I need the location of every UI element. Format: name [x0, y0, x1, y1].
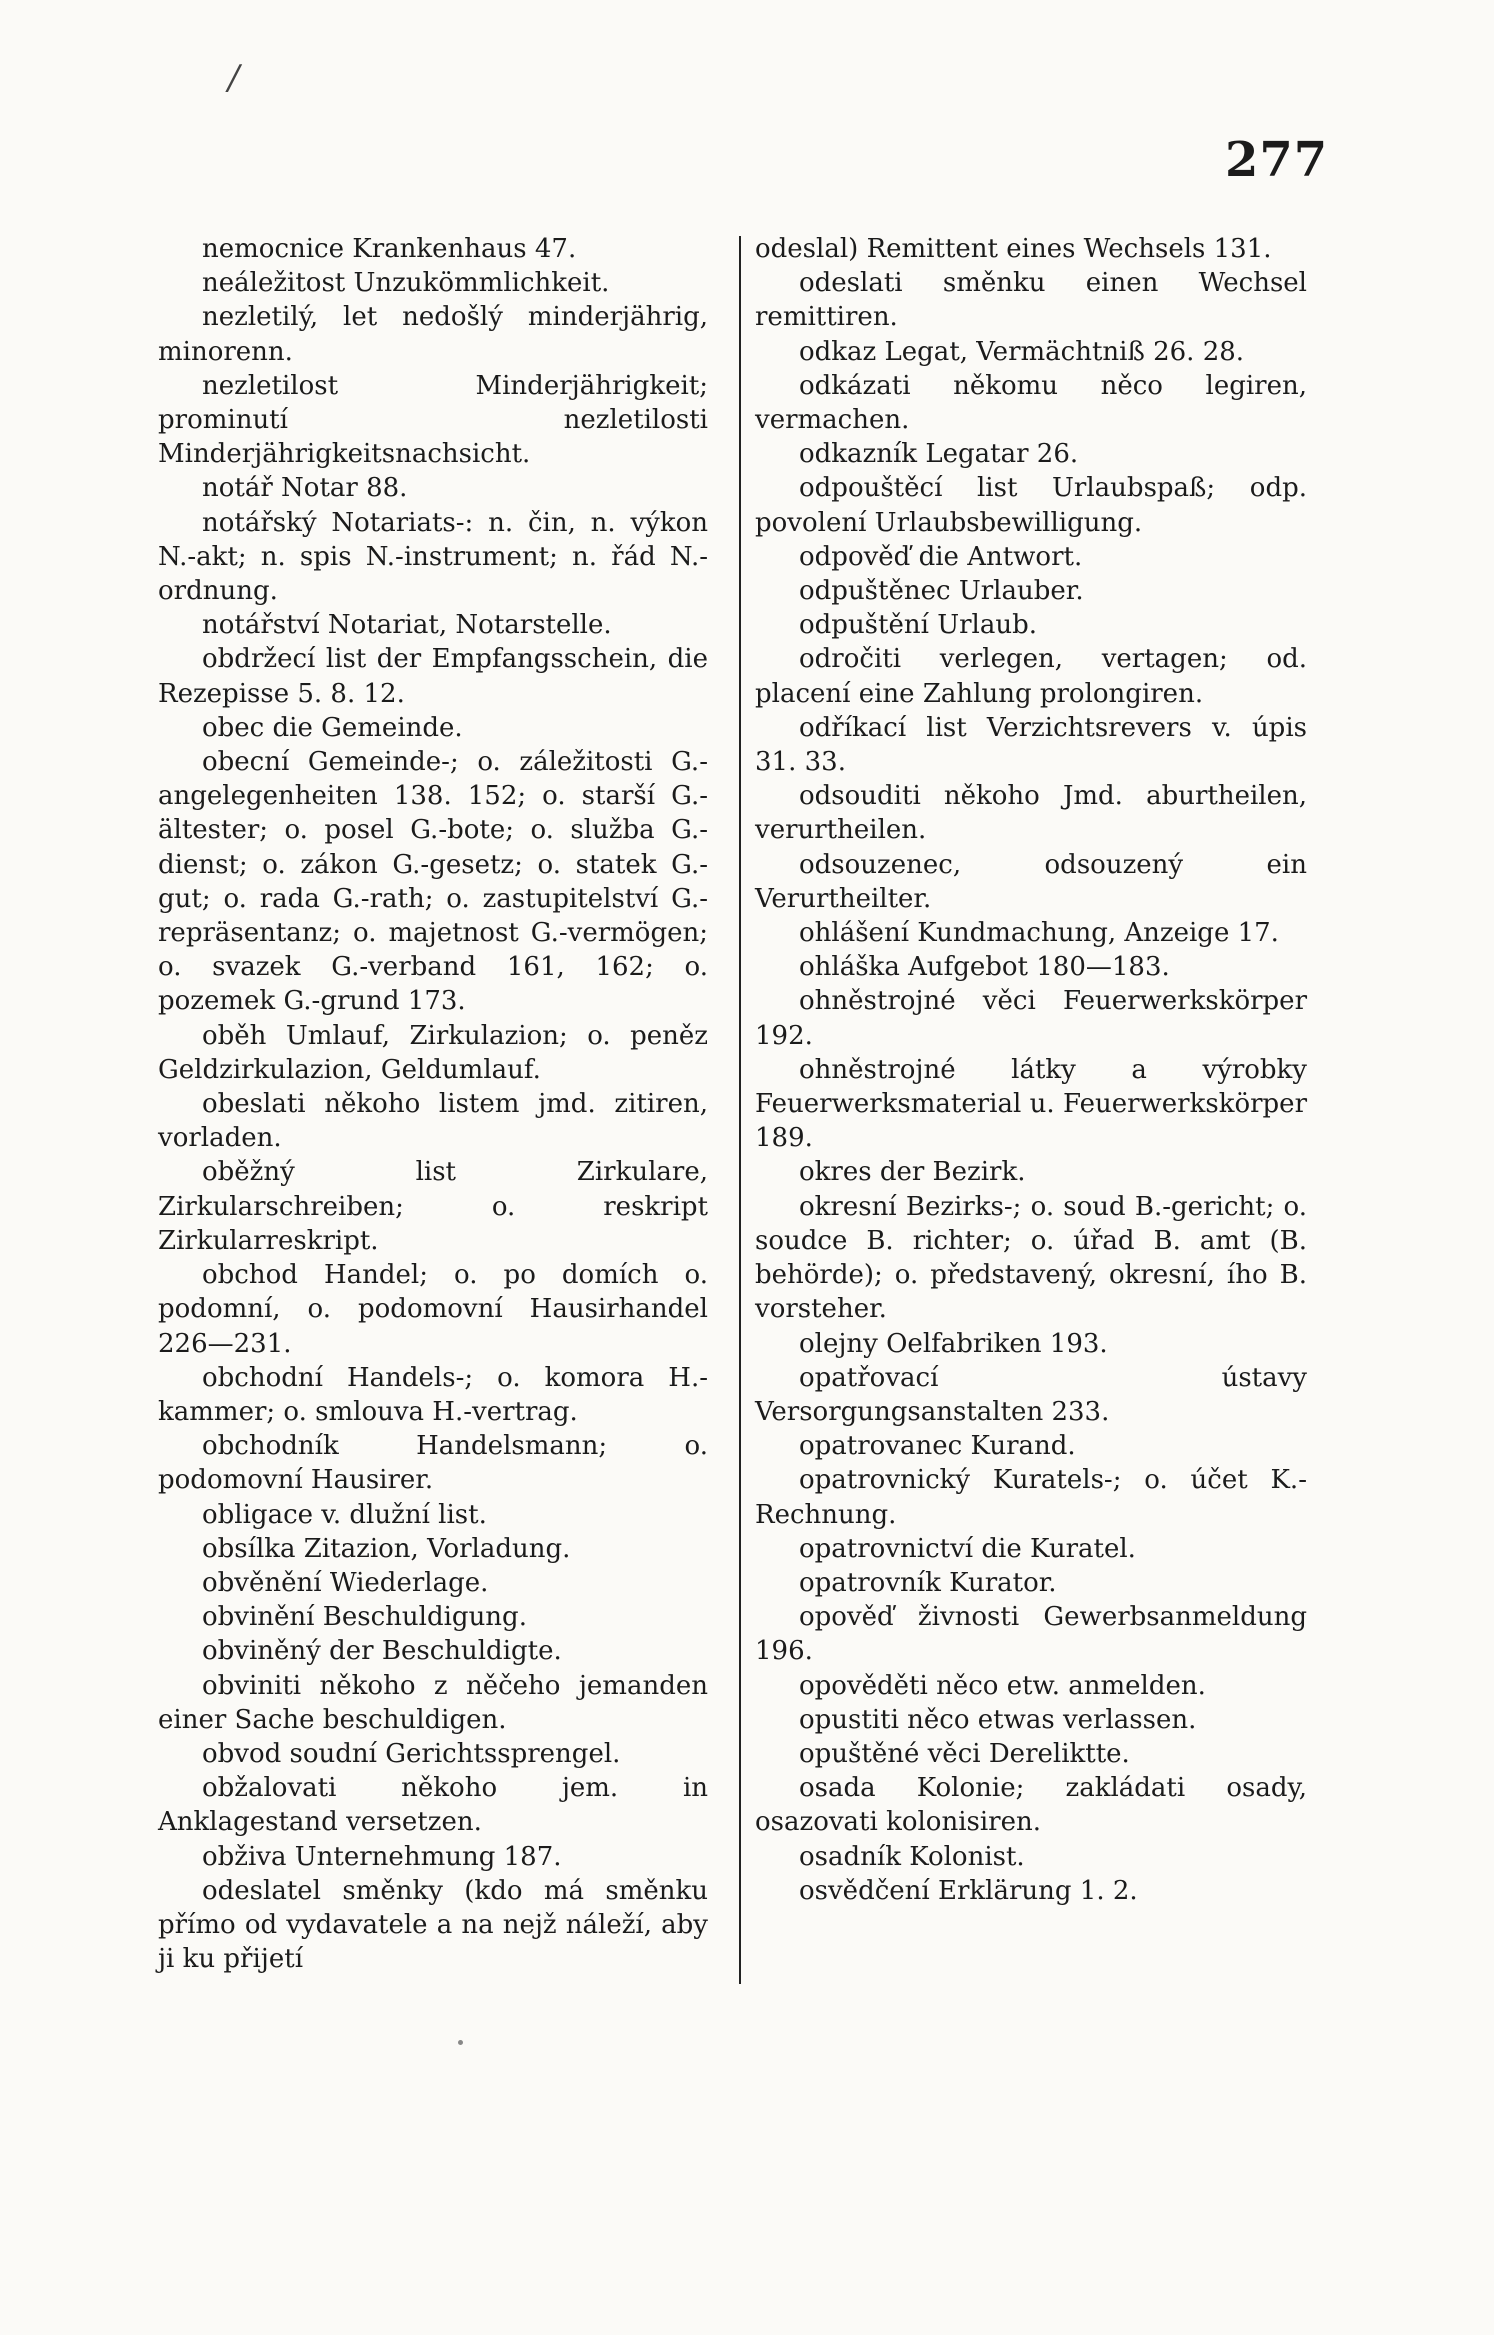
- dictionary-entry: odpověď die Antwort.: [799, 541, 1083, 572]
- dictionary-entry: odeslal) Remittent eines Wechsels 131.: [755, 234, 1272, 264]
- speck: [458, 2040, 463, 2045]
- dictionary-entry: olejny Oelfabriken 193.: [799, 1328, 1108, 1359]
- dictionary-entry: obchodník Handelsmann; o. podomovní Hausirer.: [158, 1431, 708, 1496]
- dictionary-entry: obvěnění Wiederlage.: [202, 1567, 489, 1598]
- dictionary-entry: opověď živnosti Gewerbsanmeldung 196.: [755, 1602, 1307, 1667]
- dictionary-entry: obžalovati někoho jem. in Anklagestand versetzen.: [158, 1773, 708, 1838]
- dictionary-entry: okres der Bezirk.: [799, 1157, 1026, 1188]
- dictionary-entry: odpuštění Urlaub.: [799, 610, 1037, 641]
- dictionary-entry: oběh Umlauf, Zirkulazion; o. peněz Geldzirkulazion, Geldumlauf.: [158, 1020, 708, 1085]
- dictionary-entry: obec die Gemeinde.: [202, 712, 463, 743]
- dictionary-entry: odkázati někomu něco legiren, vermachen.: [755, 370, 1307, 436]
- dictionary-entry: oběžný list Zirkulare, Zirkularschreiben; o. reskript Zirkularreskript.: [158, 1157, 708, 1256]
- dictionary-entry: odpouštěcí list Urlaubspaß; odp. povolení Urlaubsbewilligung.: [755, 473, 1307, 538]
- dictionary-entry: opatrovník Kurator.: [799, 1567, 1057, 1598]
- dictionary-entry: obchod Handel; o. po domích o. podomní, o. podomovní Hausirhandel 226—231.: [158, 1260, 708, 1359]
- dictionary-entry: opuštěné věci Dereliktte.: [799, 1738, 1130, 1769]
- dictionary-entry: ohlášení Kundmachung, Anzeige 17.: [799, 918, 1279, 949]
- dictionary-entry: obvod soudní Gerichtssprengel.: [202, 1738, 621, 1769]
- left-column: [158, 232, 708, 1976]
- dictionary-entry: ohněstrojné věci Feuerwerkskörper 192.: [755, 986, 1307, 1051]
- dictionary-entry: neáležitost Unzukömmlichkeit.: [202, 268, 610, 299]
- dictionary-entry: ohněstrojné látky a výrobky Feuerwerksmaterial u. Feuerwerkskörper 189.: [755, 1054, 1307, 1154]
- dictionary-entry: okresní Bezirks-; o. soud B.-gericht; o. soudce B. richter; o. úřad B. amt (B. behörde); o. představený, okresní, íhо B. vorsteher.: [755, 1191, 1307, 1325]
- dictionary-entry: notářství Notariat, Notarstelle.: [202, 610, 612, 641]
- dictionary-entry: odročiti verlegen, vertagen; od. placení eine Zahlung prolongiren.: [755, 644, 1307, 709]
- right-column: [755, 232, 1307, 1908]
- dictionary-entry: opatrovnictví die Kuratel.: [799, 1533, 1136, 1564]
- dictionary-entry: obživa Unternehmung 187.: [202, 1841, 562, 1872]
- dictionary-entry: obeslati někoho listem jmd. zitiren, vorladen.: [158, 1089, 708, 1154]
- dictionary-entry: nezletilý, let nedošlý minderjährig, minorenn.: [158, 302, 708, 367]
- dictionary-entry: opatrovnický Kuratels-; o. účet K.-Rechnung.: [755, 1465, 1307, 1530]
- dictionary-entry: nezletilost Minderjährigkeit; prominutí nezletilosti Minderjährigkeitsnachsicht.: [158, 370, 708, 470]
- dictionary-entry: ohláška Aufgebot 180—183.: [799, 952, 1170, 983]
- dictionary-entry: osada Kolonie; zakládati osady, osazovati kolonisiren.: [755, 1773, 1307, 1838]
- dictionary-entry: obviněný der Beschuldigte.: [202, 1636, 562, 1667]
- dictionary-entry: obchodní Handels-; o. komora H.-kammer; o. smlouva H.-vertrag.: [158, 1362, 708, 1427]
- column-divider: [739, 236, 741, 1984]
- dictionary-entry: odpuštěnec Urlauber.: [799, 576, 1084, 607]
- dictionary-entry: odsouzenec, odsouzený ein Verurtheilter.: [755, 849, 1307, 914]
- dictionary-entry: obecní Gemeinde-; o. záležitosti G.-angelegenheiten 138. 152; o. starší G.-ältester; o. posel G.-bote; o. služba G.-dienst; o. zákon G.-gesetz; o. statek G.-gut; o. rada G.-rath; o. zastupitelství G.-repräsentanz; o. majetnost G.-vermögen; o. svazek G.-verband 161, 162; o. pozemek G.-grund 173.: [158, 747, 708, 1017]
- pencil-mark: /: [228, 58, 240, 98]
- dictionary-entry: obvinění Beschuldigung.: [202, 1602, 527, 1633]
- dictionary-entry: obligace v. dlužní list.: [202, 1499, 487, 1530]
- dictionary-entry: odkaz Legat, Vermächtniß 26. 28.: [799, 336, 1245, 367]
- dictionary-entry: osvědčení Erklärung 1. 2.: [799, 1875, 1138, 1906]
- dictionary-entry: notář Notar 88.: [202, 473, 408, 504]
- dictionary-entry: opověděti něco etw. anmelden.: [799, 1670, 1206, 1701]
- dictionary-entry: obsílka Zitazion, Vorladung.: [202, 1533, 571, 1564]
- dictionary-entry: nemocnice Krankenhaus 47.: [202, 234, 577, 264]
- dictionary-entry: opatřovací ústavy Versorgungsanstalten 233.: [755, 1362, 1307, 1427]
- dictionary-entry: obviniti někoho z něčeho jemanden einer Sache beschuldigen.: [158, 1670, 708, 1735]
- dictionary-entry: odeslati směnku einen Wechsel remittiren.: [755, 268, 1307, 333]
- dictionary-entry: obdržecí list der Empfangsschein, die Rezepisse 5. 8. 12.: [158, 644, 708, 709]
- dictionary-entry: odsouditi někoho Jmd. aburtheilen, verurtheilen.: [755, 781, 1307, 846]
- dictionary-entry: odkazník Legatar 26.: [799, 439, 1079, 470]
- dictionary-entry: notářský Notariats-: n. čin, n. výkon N.-akt; n. spis N.-instrument; n. řád N.-ordnung.: [158, 507, 708, 607]
- dictionary-entry: opustiti něco etwas verlassen.: [799, 1704, 1197, 1735]
- dictionary-entry: opatrovanec Kurand.: [799, 1431, 1076, 1462]
- page-number: 277: [1225, 132, 1329, 188]
- dictionary-entry: odříkací list Verzichtsrevers v. úpis 31. 33.: [755, 712, 1307, 778]
- dictionary-entry: osadník Kolonist.: [799, 1841, 1025, 1872]
- dictionary-entry: odeslatel směnky (kdo má směnku přímo od vydavatele a na nejž náleží, aby ji ku přijetí: [158, 1875, 708, 1975]
